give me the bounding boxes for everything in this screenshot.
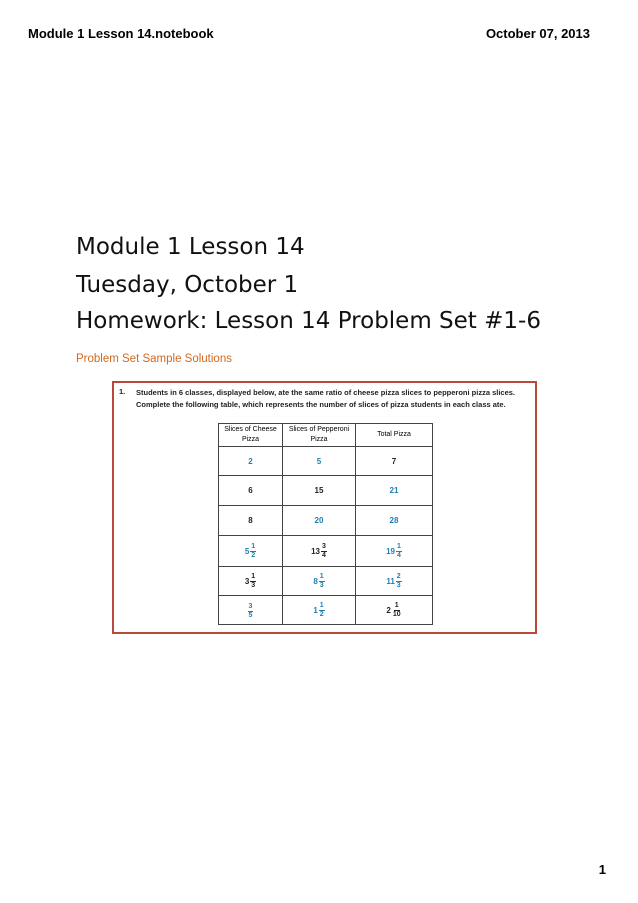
- denominator: 2: [319, 610, 324, 618]
- title-date: Tuesday, October 1: [76, 272, 299, 298]
- cell-value: 7: [391, 456, 397, 466]
- fraction: [250, 573, 256, 590]
- cell-total: [356, 596, 433, 625]
- denominator: 10: [392, 610, 401, 618]
- mixed-number: [311, 543, 327, 560]
- numerator: 1: [251, 572, 256, 580]
- denominator: 5: [248, 611, 253, 619]
- cell-cheese: [219, 596, 283, 625]
- numerator: 3: [322, 542, 326, 550]
- whole-part: 13: [311, 546, 320, 556]
- denominator: 3: [319, 581, 324, 589]
- numerator: 1: [397, 542, 401, 550]
- cell-value: 15: [314, 486, 324, 495]
- denominator: 3: [396, 581, 401, 589]
- fraction: [319, 602, 325, 619]
- cell-value: 28: [389, 516, 399, 525]
- cell-cheese: [219, 476, 283, 506]
- whole-part: 1: [313, 605, 318, 615]
- page-number: 1: [598, 862, 606, 877]
- cell-pepperoni: [283, 567, 356, 596]
- cell-pepperoni: [283, 596, 356, 625]
- mixed-number: [245, 573, 256, 590]
- header-pepperoni: Slices of Pepperoni Pizza: [283, 424, 356, 447]
- header-date: October 07, 2013: [485, 26, 590, 41]
- mixed-number: [248, 603, 254, 620]
- cell-value: 2: [248, 456, 253, 466]
- cell-pepperoni: [283, 476, 356, 506]
- table-row: [219, 506, 433, 536]
- table-row: [219, 567, 433, 596]
- cell-pepperoni: [283, 506, 356, 536]
- cell-value: 6: [248, 486, 253, 495]
- mixed-number: [313, 602, 324, 619]
- denominator: 4: [322, 551, 326, 559]
- denominator: 4: [397, 551, 401, 559]
- cell-value: 21: [389, 486, 399, 495]
- cell-value: 8: [248, 516, 253, 525]
- whole-part: 3: [244, 576, 250, 586]
- mixed-number: [245, 543, 256, 560]
- cell-pepperoni: [283, 536, 356, 567]
- title-lesson: Module 1 Lesson 14: [76, 234, 305, 260]
- cell-total: [356, 536, 433, 567]
- fraction: [248, 603, 254, 620]
- table-row: [219, 596, 433, 625]
- whole-part: 19: [386, 546, 395, 556]
- header-notebook-name: Module 1 Lesson 14.notebook: [28, 26, 214, 41]
- numerator: 3: [248, 602, 253, 610]
- numerator: 1: [319, 572, 324, 580]
- whole-part: 11: [386, 576, 395, 586]
- fraction: [396, 573, 402, 590]
- denominator: 2: [251, 551, 256, 559]
- numerator: 1: [251, 542, 256, 550]
- cell-pepperoni: [283, 447, 356, 476]
- numerator: 1: [319, 601, 324, 609]
- cell-total: [356, 476, 433, 506]
- cell-total: [356, 447, 433, 476]
- whole-part: 8: [313, 576, 318, 586]
- mixed-number: [386, 602, 401, 619]
- denominator: 3: [251, 581, 256, 589]
- cell-cheese: [219, 536, 283, 567]
- pizza-ratio-table: [218, 423, 433, 625]
- problem-set-heading: Problem Set Sample Solutions: [76, 353, 232, 365]
- cell-total: [356, 567, 433, 596]
- numerator: 1: [394, 601, 399, 609]
- whole-part: 2: [386, 605, 391, 615]
- whole-part: 5: [244, 546, 250, 556]
- problem-number: 1.: [119, 387, 126, 396]
- fraction: [392, 602, 402, 619]
- title-homework: Homework: Lesson 14 Problem Set #1-6: [76, 308, 541, 334]
- fraction: [319, 573, 325, 590]
- table-row: [219, 476, 433, 506]
- fraction: [396, 543, 402, 560]
- header-total: Total Pizza: [356, 424, 433, 447]
- table-row: [219, 536, 433, 567]
- fraction: [250, 543, 256, 560]
- cell-value: 20: [314, 516, 324, 525]
- cell-cheese: [219, 567, 283, 596]
- mixed-number: [386, 573, 401, 590]
- table-row: [219, 447, 433, 476]
- cell-cheese: [219, 447, 283, 476]
- mixed-number: [386, 543, 402, 560]
- fraction: [321, 543, 327, 560]
- cell-value: 5: [316, 456, 322, 466]
- problem-text: Students in 6 classes, displayed below, ate the same ratio of cheese pizza slices to pepperoni pizza slices. Complete the following table, which represents the number of slices of pizza students in each class ate.: [136, 388, 516, 409]
- mixed-number: [313, 573, 324, 590]
- cell-total: [356, 506, 433, 536]
- header-cheese: Slices of Cheese Pizza: [219, 424, 283, 447]
- cell-cheese: [219, 506, 283, 536]
- numerator: 2: [396, 572, 401, 580]
